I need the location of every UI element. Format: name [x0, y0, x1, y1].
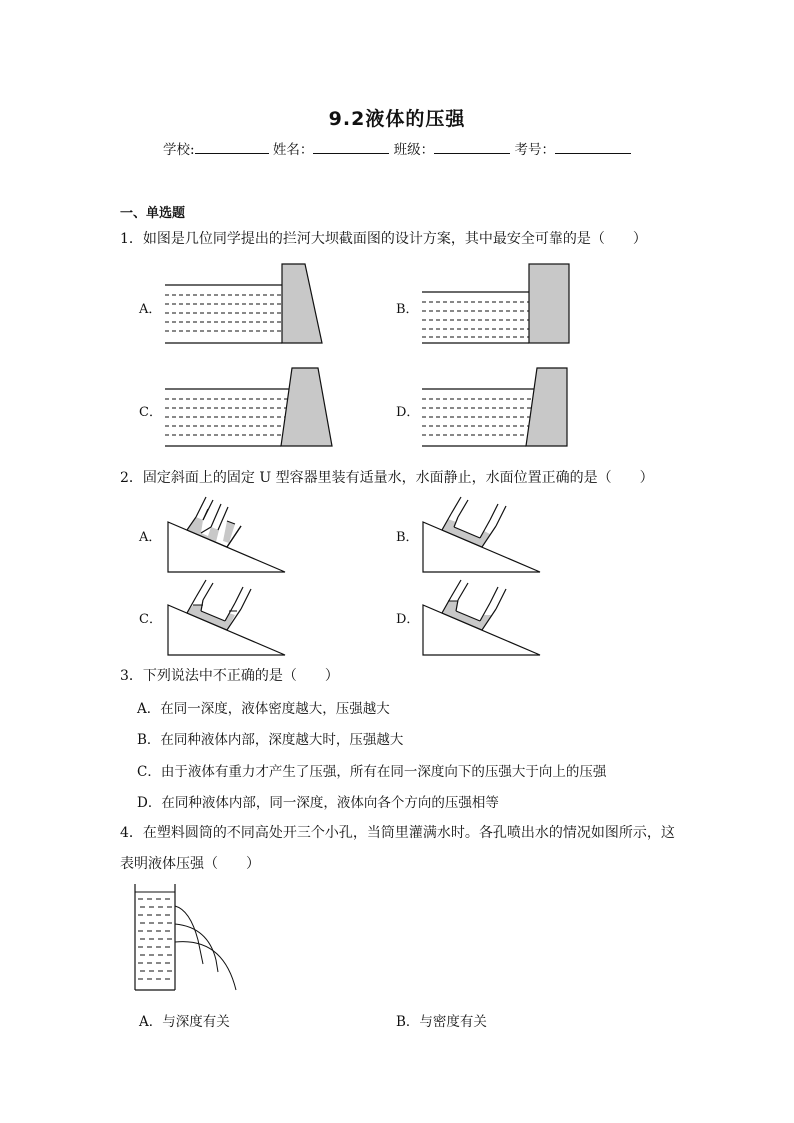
q4-stem-line1: 4．在塑料圆筒的不同高处开三个小孔，当筒里灌满水时。各孔喷出水的情况如图所示，这 — [120, 825, 675, 841]
q2-utube-d-figure — [418, 575, 548, 659]
q3-option-b[interactable]: B．在同种液体内部，深度越大时，压强越大 — [137, 732, 404, 748]
q4-option-a[interactable]: A．与深度有关 — [139, 1014, 230, 1030]
q2-stem: 2．固定斜面上的固定 U 型容器里装有适量水，水面静止，水面位置正确的是（ ） — [120, 470, 654, 486]
q2-utube-a-figure — [163, 492, 293, 576]
number-label: 考号： — [514, 142, 555, 158]
q2-option-c-label: C． — [139, 612, 162, 627]
q1-dam-d-figure — [417, 364, 577, 452]
q3-option-c[interactable]: C．由于液体有重力才产生了压强，所有在同一深度向下的压强大于向上的压强 — [137, 764, 607, 780]
class-blank[interactable] — [434, 139, 510, 154]
q2-option-b-label: B． — [396, 530, 419, 545]
q2-option-d-label: D． — [396, 612, 420, 627]
q2-utube-b-figure — [418, 492, 548, 576]
class-label: 班级： — [393, 142, 435, 158]
q2-option-a-label: A． — [139, 530, 162, 545]
q1-option-d-label: D． — [396, 405, 420, 420]
q1-stem: 1．如图是几位同学提出的拦河大坝截面图的设计方案，其中最安全可靠的是（ ） — [120, 231, 647, 247]
q2-utube-c-figure — [163, 575, 293, 659]
q3-option-d[interactable]: D．在同种液体内部，同一深度，液体向各个方向的压强相等 — [137, 795, 499, 811]
q3-option-a[interactable]: A．在同一深度，液体密度越大，压强越大 — [137, 701, 390, 717]
q4-option-b[interactable]: B．与密度有关 — [396, 1014, 487, 1030]
q3-stem: 3．下列说法中不正确的是（ ） — [120, 668, 339, 684]
q1-option-b-label: B． — [396, 302, 419, 317]
q4-cylinder-figure — [128, 882, 248, 994]
student-info-line — [0, 138, 794, 158]
q1-dam-b-figure — [417, 260, 577, 348]
name-blank[interactable] — [313, 139, 389, 154]
school-label: 学校: — [163, 142, 195, 158]
number-blank[interactable] — [555, 139, 631, 154]
section-heading: 一、单选题 — [120, 206, 186, 221]
page-title: 9.2液体的压强 — [328, 108, 466, 130]
q1-option-c-label: C． — [139, 405, 162, 420]
name-label: 姓名： — [272, 142, 314, 158]
school-blank[interactable] — [195, 139, 269, 154]
q1-dam-a-figure — [160, 260, 330, 348]
q1-dam-c-figure — [160, 364, 340, 452]
q4-stem-line2: 表明液体压强（ ） — [120, 856, 260, 872]
q1-option-a-label: A． — [139, 302, 162, 317]
